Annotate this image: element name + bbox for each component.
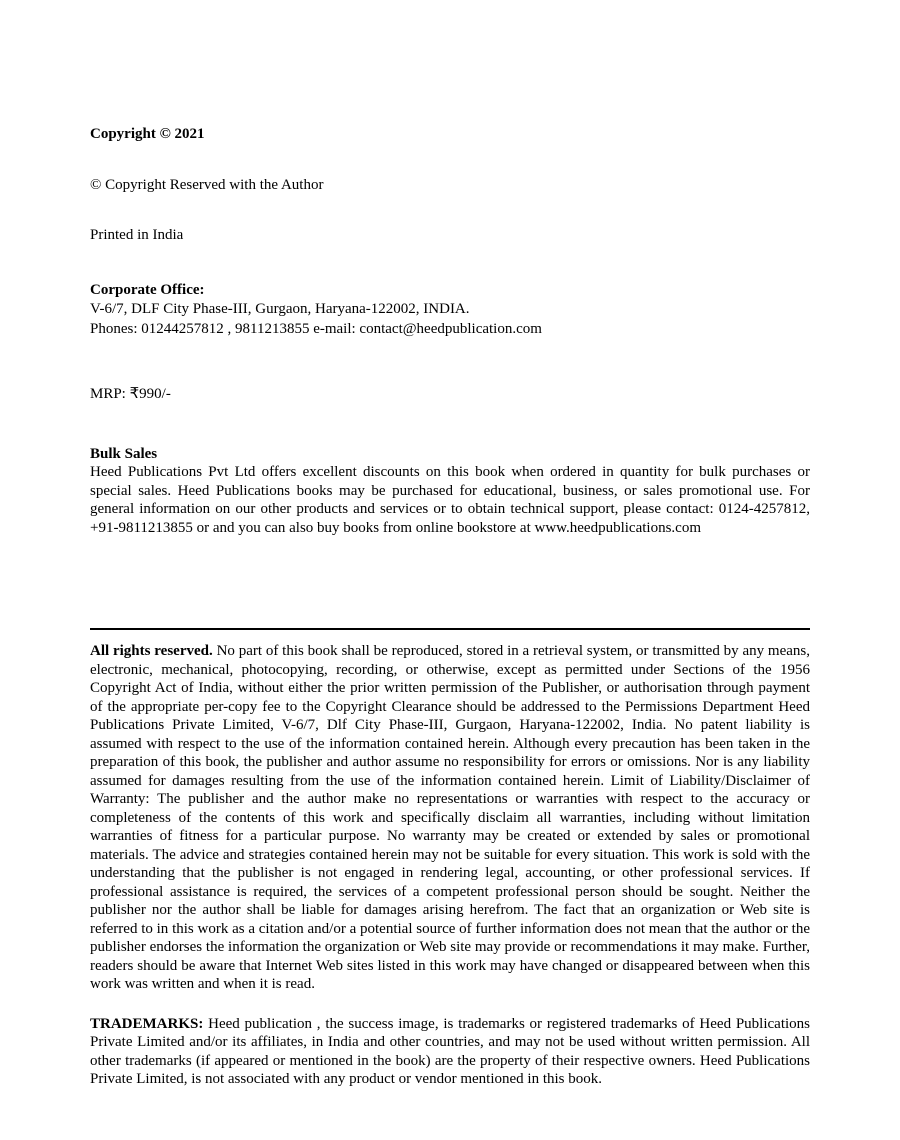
corporate-office-block [90, 281, 810, 340]
mrp-line: MRP: ₹990/- [90, 386, 171, 402]
section-divider-rule [90, 628, 810, 630]
bulk-sales-heading: Bulk Sales [90, 445, 158, 462]
all-rights-lead: All rights reserved. [90, 643, 213, 659]
trademarks-paragraph [90, 1015, 810, 1089]
trademarks-lead: TRADEMARKS: [90, 1015, 204, 1032]
all-rights-body: No part of this book shall be reproduced, stored in a retrieval system, or transmitted by any means, electronic, mechanical, photocopying, recording, or otherwise, except as permitted under Sections of the 1956 Copyright Act of India, without either the prior written permission of the Publisher, or authorisation through payment of the appropriate per-copy fee to the Copyright Clearance should be addressed to the Permissions Department Heed Publications Private Limited, V-6/7, Dlf City Phase-III, Gurgaon, Haryana-122002, India. No patent liability is assumed with respect to the use of the information contained herein. Although every precaution has been taken in the preparation of this book, the publisher and author assume no responsibility for errors or omissions. Nor is any liability assumed for damages resulting from the use of the information contained herein. Limit of Liability/Disclaimer of Warranty: The publisher and the author make no representations or warranties with respect to the accuracy or completeness of the contents of this work and specifically disclaim all warranties, including without limitation warranties of fitness for a particular purpose. No warranty may be created or extended by sales or promotional materials. The advice and strategies contained herein may not be suitable for every situation. This work is sold with the understanding that the publisher is not engaged in rendering legal, accounting, or other professional services. If professional assistance is required, the services of a competent professional person should be sought. Neither the publisher nor the author shall be liable for damages arising herefrom. The fact that an organization or Web site is referred to in this work as a citation and/or a potential source of further information does not mean that the author or the publisher endorses the information the organization or Web site may provide or recommendations it may make. Further, readers should be aware that Internet Web sites listed in this work may have changed or disappeared between when this work was written and when it is read. [90, 643, 811, 992]
all-rights-paragraph [90, 642, 810, 994]
corporate-office-phones: Phones: 01244257812 , 9811213855 e-mail: contact@heedpublication.com [90, 320, 542, 337]
bulk-sales-body: Heed Publications Pvt Ltd offers excellent discounts on this book when ordered in quantity for bulk purchases or special sales. Heed Publications books may be purchased for educational, business, or sales promotional use. For general information on our other products and services or to obtain technical support, please contact: 0124-4257812, +91-9811213855 or and you can also buy books from online bookstore at www.heedpublications.com [90, 464, 810, 536]
copyright-reserved-line: © Copyright Reserved with the Author [90, 176, 324, 193]
printed-in-line: Printed in India [90, 227, 184, 243]
trademarks-body: Heed publication , the success image, is trademarks or registered trademarks of Heed Publications Private Limited and/or its affiliates, in India and other countries, and may not be used without written permission. All other trademarks (if appeared or mentioned in the book) are the property of their respective owners. Heed Publications Private Limited, is not associated with any product or vendor mentioned in this book. [90, 1015, 811, 1087]
corporate-office-heading: Corporate Office: [90, 281, 205, 298]
corporate-office-address: V-6/7, DLF City Phase-III, Gurgaon, Haryana-122002, INDIA. [90, 301, 470, 317]
bulk-sales-block [90, 445, 810, 538]
copyright-year-line: Copyright © 2021 [90, 126, 205, 142]
